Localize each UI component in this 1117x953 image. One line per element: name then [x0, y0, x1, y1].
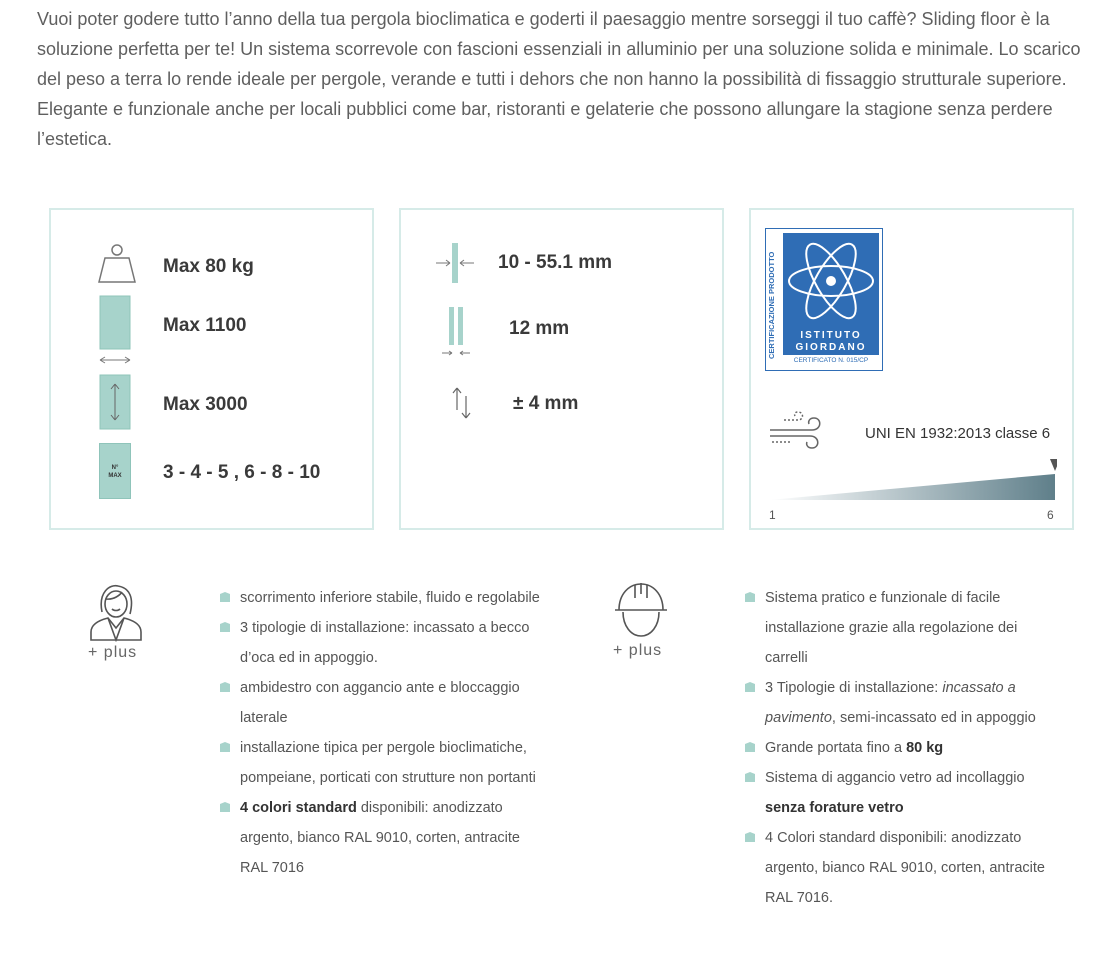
- glass-thickness-label: 10 - 55.1 mm: [498, 252, 613, 273]
- certification-panel: [749, 208, 1074, 530]
- profile-thickness-label: 12 mm: [509, 318, 570, 339]
- wind-icon: [768, 406, 828, 452]
- weight-icon: [96, 242, 138, 284]
- istituto-giordano-logo: [765, 228, 883, 371]
- width-icon: [97, 295, 133, 365]
- wind-standard-label: UNI EN 1932:2013 classe 6: [865, 425, 1051, 442]
- intro-paragraph: Vuoi poter godere tutto l’anno della tua pergola bioclimatica e goderti il paesaggio mentre sorseggi il tuo caffè? Sliding floor è la soluzione perfetta per te! Un sistema scorrevole con fascioni essenziali in alluminio per una soluzione solida e minimale. Lo scarico del peso a terra lo rende ideale per pergole, verande e tutti i dehors che non hanno la possibilità di fissaggio strutturale superiore. Elegante e funzionale anche per locali pubblici come bar, ristoranti e gelaterie che possono allungare la stagione senza perdere l’estetica.: [37, 9, 1081, 149]
- list-item: 4 colori standard disponibili: anodizzato argento, bianco RAL 9010, corten, antracite RAL 7016: [220, 793, 550, 883]
- height-icon: [99, 374, 131, 430]
- list-item: Sistema pratico e funzionale di facile installazione grazie alla regolazione dei carrelli: [745, 583, 1060, 673]
- panels-count-icon: [99, 443, 131, 499]
- max-height-label: Max 3000: [163, 394, 248, 415]
- list-item: 4 Colori standard disponibili: anodizzato argento, bianco RAL 9010, corten, antracite RAL 7016.: [745, 823, 1060, 913]
- max-weight-label: Max 80 kg: [163, 256, 254, 277]
- user-woman-icon: [88, 582, 144, 642]
- features-list-left: [220, 583, 550, 883]
- specs-panel-dimensions: [49, 208, 374, 530]
- scale-min-label: 1: [769, 508, 776, 522]
- wind-class-scale: [769, 456, 1057, 500]
- plus-label-left: + plus: [88, 644, 138, 661]
- panels-icon-text-top: N°: [111, 465, 119, 471]
- list-item: 3 Tipologie di installazione: incassato a pavimento, semi-incassato ed in appoggio: [745, 673, 1060, 733]
- hard-hat-worker-icon: [613, 580, 669, 640]
- glass-thickness-icon: [434, 243, 478, 283]
- cert-name-block: [783, 329, 879, 355]
- adjustment-icon: [449, 386, 475, 420]
- list-item: 3 tipologie di installazione: incassato a becco d’oca ed in appoggio.: [220, 613, 550, 673]
- list-item: Sistema di aggancio vetro ad incollaggio senza forature vetro: [745, 763, 1060, 823]
- plus-label-right: + plus: [613, 642, 663, 659]
- specs-panel-thickness: [399, 208, 724, 530]
- cert-number: CERTIFICATO N. 015/CP: [793, 357, 869, 364]
- adjustment-label: ± 4 mm: [513, 393, 579, 414]
- wind-scale-bar: [769, 474, 1055, 500]
- list-item: installazione tipica per pergole bioclimatiche, pompeiane, porticati con strutture non portanti: [220, 733, 550, 793]
- features-list-right: [745, 583, 1060, 913]
- atom-icon: [783, 233, 879, 329]
- cert-name-line2: GIORDANO: [795, 342, 867, 353]
- list-item: scorrimento inferiore stabile, fluido e regolabile: [220, 583, 550, 613]
- wind-class-marker: [1050, 459, 1057, 471]
- profile-thickness-icon: [441, 307, 475, 359]
- max-width-label: Max 1100: [163, 315, 247, 336]
- panels-count-label: 3 - 4 - 5 , 6 - 8 - 10: [163, 462, 321, 483]
- scale-max-label: 6: [1047, 508, 1054, 522]
- panels-icon-text-bottom: MAX: [108, 473, 122, 479]
- list-item: Grande portata fino a 80 kg: [745, 733, 1060, 763]
- cert-side-text: CERTIFICAZIONE PRODOTTO: [767, 251, 776, 359]
- list-item: ambidestro con aggancio ante e bloccaggio laterale: [220, 673, 550, 733]
- cert-name-line1: ISTITUTO: [800, 330, 862, 341]
